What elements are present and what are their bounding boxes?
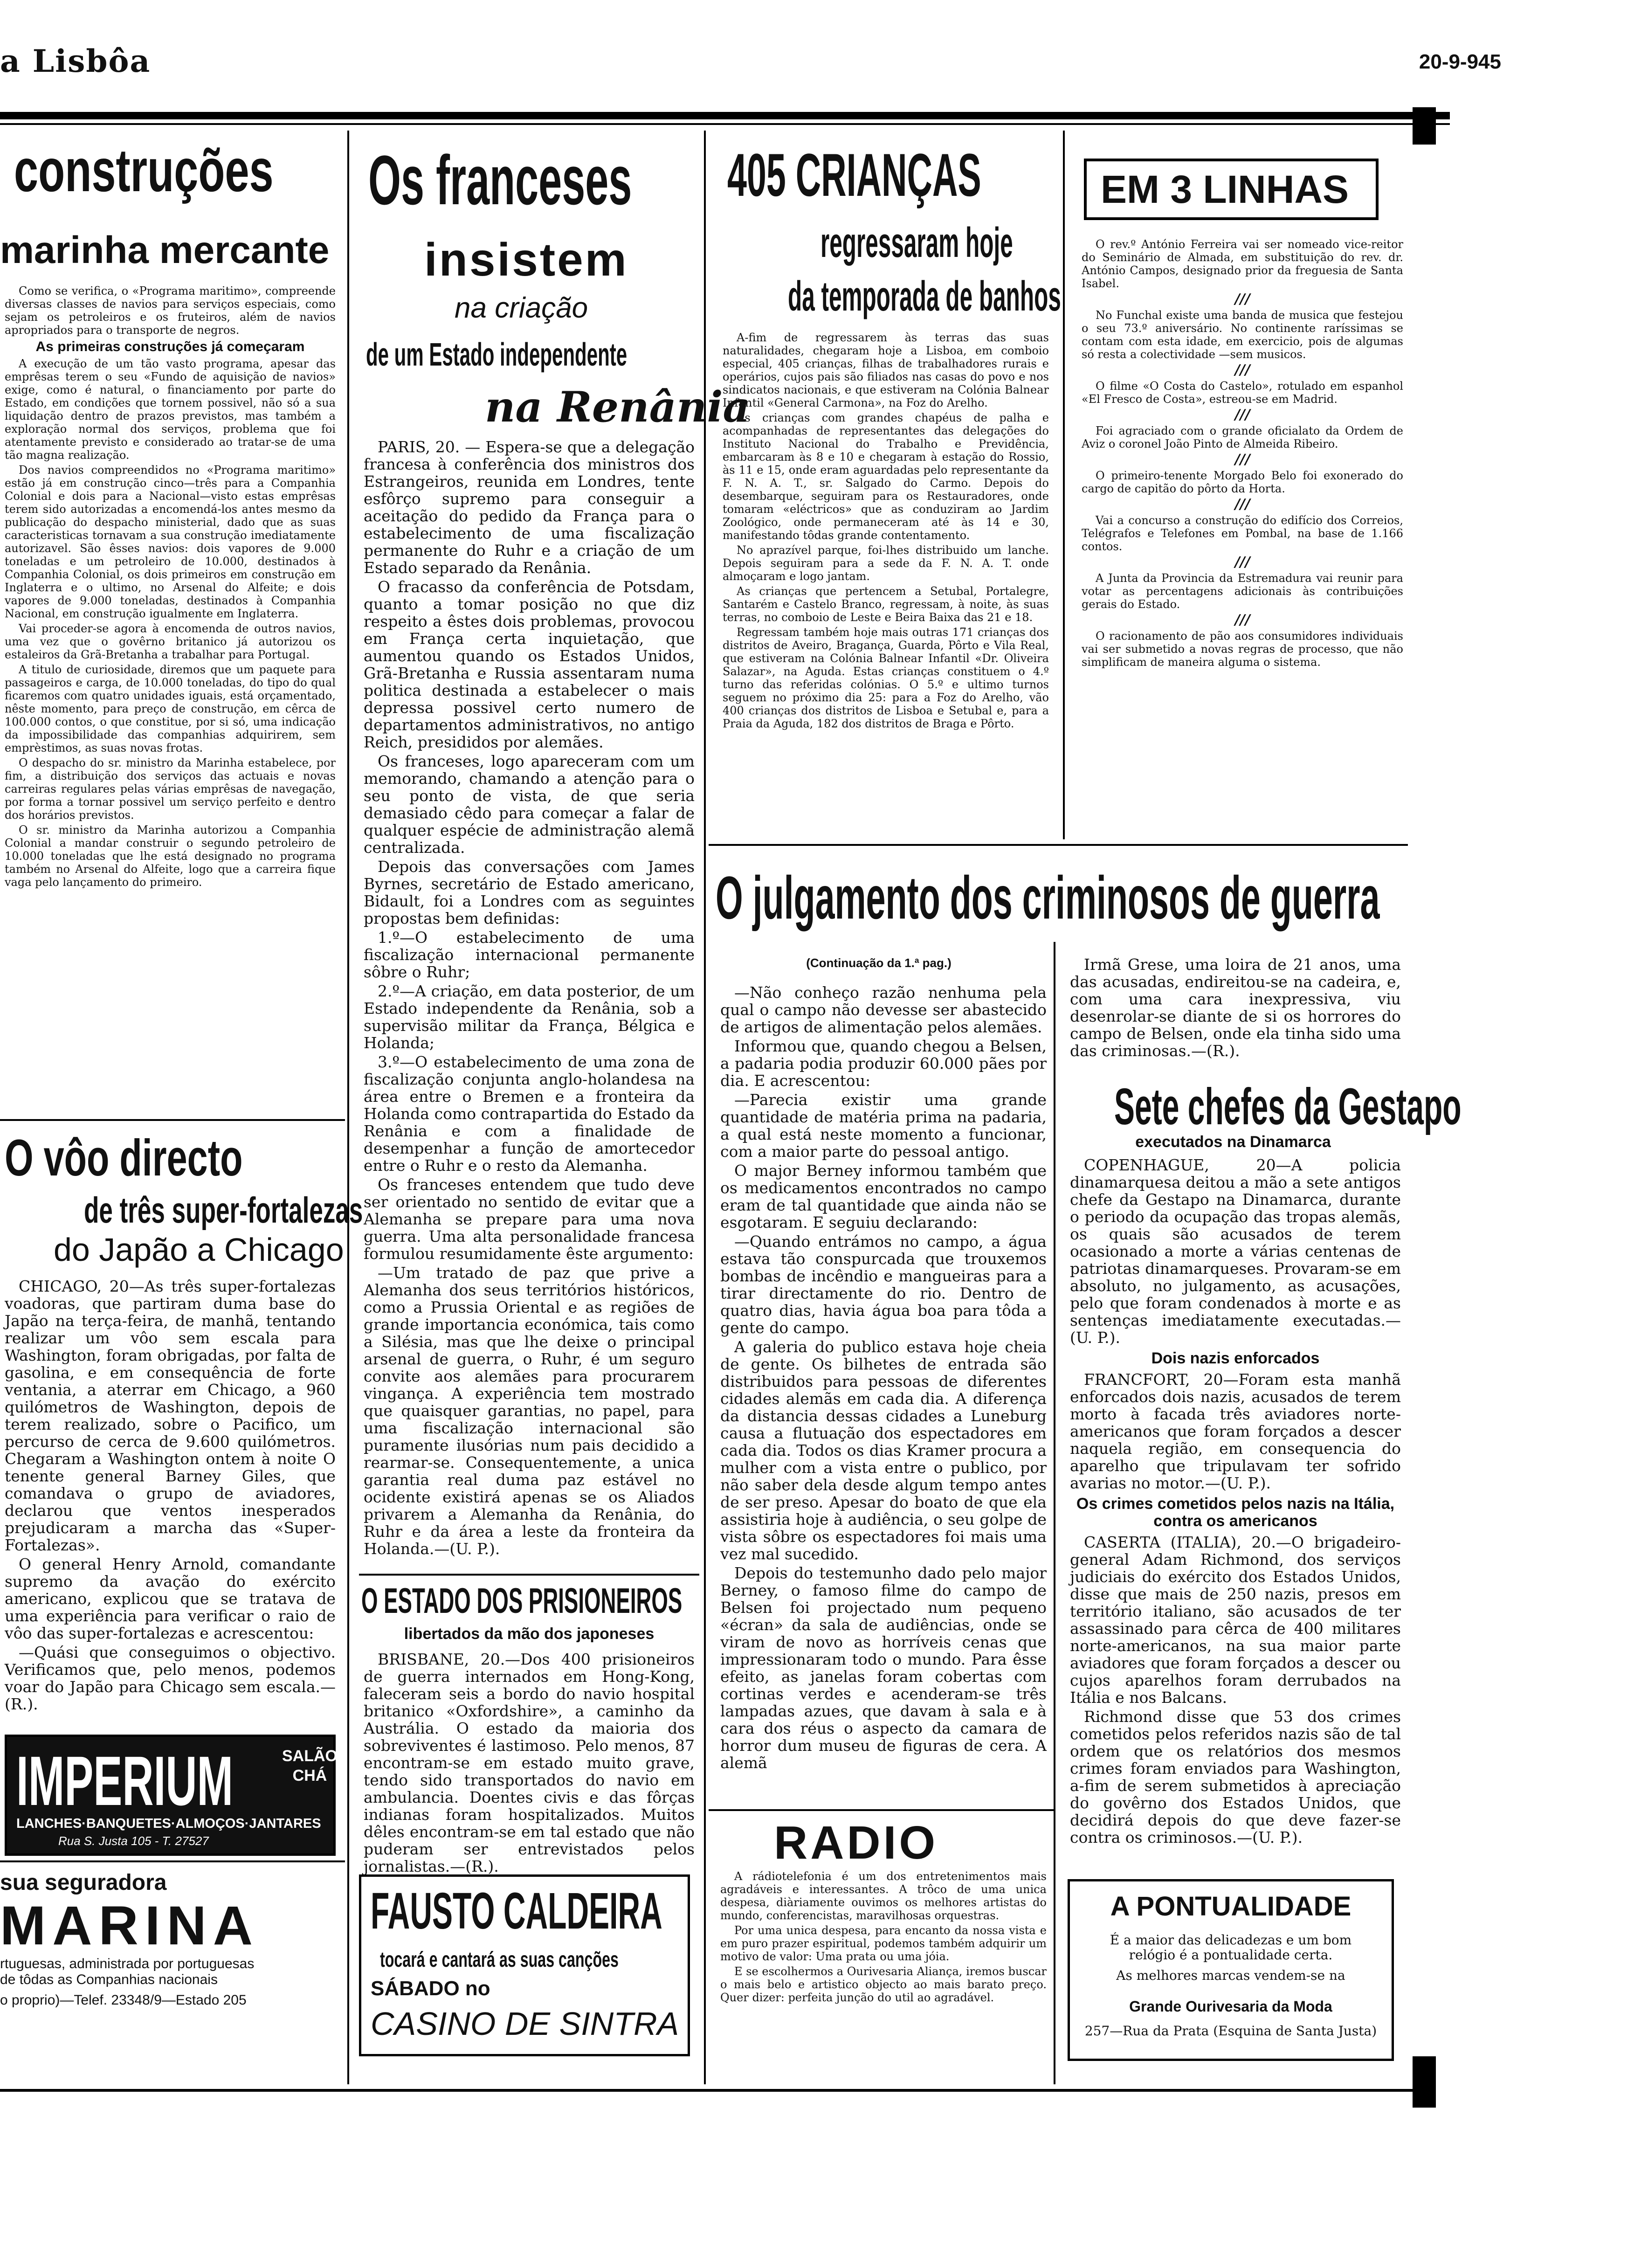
paragraph: E se escolhermos a Ourivesaria Aliança, iremos buscar o mais belo e artistico objecto ao mais barato preço. Quer dizer: perfeita junção do util ao agradável. xyxy=(720,1965,1047,2004)
margin-marker-bottom xyxy=(1413,2056,1436,2108)
paragraph: —Um tratado de paz que prive a Alemanha dos seus territórios históricos, como a Prussia Oriental e as regiões de grande importancia económica, tais como a Silésia, mas que lhe deixe o principal arsenal de guerra, o Ruhr, é um seguro convite aos alemães para procurarem vingança. A experiência tem mostrado que quaisquer garantias, no papel, para uma fiscalização internacional são puramente ilusórias num pais decidido a rearmar-se. Consequentemente, a unica garantia real duma paz estável no ocidente existirá apenas se os Aliados privarem a Alemanha da Renânia, do Ruhr e da área a leste da fronteira da Holanda.—(U. P.). xyxy=(364,1264,695,1558)
paragraph: Dos navios compreendidos no «Programa maritimo» estão já em construção cinco—três para a Companhia Colonial e dois para a Nacional—visto estas emprêsas terem sido autorizadas a encomendá-los antes mesmo da publicação do despacho ministerial, dado que as suas caracteristicas tornavam a sua construção imediatamente autorizavel. São êsses navios: dois vapores de 9.000 toneladas e um petroleiro de 10.000, destinados à Companhia Colonial, os dois primeiros em construção em Inglaterra e o ultimo, no Arsenal do Alfeite; e dois vapores de 9.000 toneladas, destinados à Companhia Nacional, em construção igualmente em Inglaterra. xyxy=(5,463,336,620)
paragraph: Depois das conversações com James Byrnes, secretário de Estado americano, Bidault, foi a Londres com as seguintes propostas bem definidas: xyxy=(364,857,695,927)
fausto-line3: CASINO DE SINTRA xyxy=(371,2005,679,2042)
pontualidade-store: Grande Ourivesaria da Moda xyxy=(1129,1998,1332,2015)
brief-item: Foi agraciado com o grande oficialato da Ordem de Aviz o coronel João Pinto de Almeida Ribeiro. xyxy=(1082,424,1403,450)
cha-label: CHÁ xyxy=(292,1767,327,1784)
section-rule xyxy=(359,1574,699,1576)
headline-em-3-linhas: EM 3 LINHAS xyxy=(1101,167,1349,211)
masthead-left: a Lisbôa xyxy=(0,43,151,79)
marina-line2: de tôdas as Companhias nacionais xyxy=(0,1972,218,1987)
marina-logo: MARINA xyxy=(0,1895,259,1957)
article-gestapo xyxy=(1070,1156,1401,1848)
paragraph: A galeria do publico estava hoje cheia de gente. Os bilhetes de entrada são distribuidos para pessoas de diferentes cidades alemãs em cada dia. A diferença da distancia dessas cidades a Luneburg causa a flutuação dos espectadores em cada dia. Todos os dias Kramer procura a mulher com a vista entre o publico, por não saber dela desde algum tempo antes de ser preso. Apesar do boato de que ela assistiria hoje à audiência, o seu golpe de vista sôbre os espectadores foi mais uma vez mal sucedido. xyxy=(720,1338,1047,1563)
subhead-nazis-enforcados: Dois nazis enforcados xyxy=(1151,1349,1320,1367)
headline-julgamento: O julgamento dos criminosos de guerra xyxy=(716,864,1380,932)
paragraph: —Quási que conseguimos o objectivo. Verificamos que, pelo menos, podemos voar do Japão para Chicago sem escala.—(R.). xyxy=(5,1643,336,1713)
paragraph: —Parecia existir uma grande quantidade de matéria prima na padaria, a qual está neste momento a funcionar, com a maior parte do pessoal antigo. xyxy=(720,1091,1047,1161)
salao-label: SALÃO xyxy=(282,1747,338,1765)
column-rule xyxy=(1063,131,1065,839)
headline-voo-directo: O vôo directo xyxy=(5,1129,243,1187)
article-voo xyxy=(5,1278,336,1715)
brief-item: O primeiro-tenente Morgado Belo foi exonerado do cargo de capitão do pôrto da Horta. xyxy=(1082,469,1403,495)
paragraph: Regressam também hoje mais outras 171 crianças dos distritos de Aveiro, Bragança, Guarda, Pôrto e Vila Real, que estiveram na Colónia Balnear Infantil «Dr. Oliveira Salazar», na Aguda. Estas crianças constituem o 4.º turno das referidas colónias. O 5.º e ultimo turnos seguem no próximo dia 25: para a Foz do Arelho, vão 400 crianças dos distritos de Lisboa e Setubal e, para a Praia da Aguda, 182 dos distritos de Braga e Pôrto. xyxy=(723,626,1049,730)
paragraph: A titulo de curiosidade, diremos que um paquete para passageiros e carga, de 10.000 toneladas, do tipo do qual ficaremos com quatro unidades iguais, está orçamentado, nêste momento, para preço de construção, em cêrca de 100.000 contos, o que constitue, por si só, uma indicação da impossibilidade das companhias adquirirem, sem emprèstimos, as suas novas frotas. xyxy=(5,663,336,754)
subhead-gestapo: executados na Dinamarca xyxy=(1135,1133,1331,1151)
fausto-line1: tocará e cantará as suas canções xyxy=(380,1947,619,1971)
paragraph: —Não conheço razão nenhuma pela qual o campo não devesse ser abastecido de artigos de alimentação pelos alemães. xyxy=(720,983,1047,1036)
paragraph: COPENHAGUE, 20—A policia dinamarquesa deitou a mão a sete antigos chefe da Gestapo na Dinamarca, durante o periodo da ocupação das tropas alemãs, os quais são acusados de terem ocasionado a morte a várias centenas de patriotas dinamarqueses. Provaram-se em absoluto, no julgamento, as acusações, pelo que foram condenados à morte e as sentenças imediatamente executadas.—(U. P.). xyxy=(1070,1156,1401,1347)
separator-mark: /// xyxy=(1234,362,1250,378)
imperium-salao-cha xyxy=(282,1746,338,1785)
page-date: 20-9-945 xyxy=(1419,50,1501,73)
separator-mark: /// xyxy=(1234,291,1250,307)
top-rule xyxy=(0,112,1450,119)
headline-os-franceses: Os franceses xyxy=(368,141,632,219)
em-3-linhas-box xyxy=(1084,159,1379,220)
pontualidade-headline: A PONTUALIDADE xyxy=(1110,1891,1351,1922)
headline-insistem: insistem xyxy=(424,234,628,286)
headline-radio: RADIO xyxy=(774,1817,938,1869)
paragraph: —Quando entrámos no campo, a água estava tão conspurcada que trouxemos bombas de incêndio e mangueiras para a tirar directamente do rio. Dentro de quatro dias, havia água boa para tôda a gente do campo. xyxy=(720,1232,1047,1337)
subhead-japao-chicago: do Japão a Chicago xyxy=(54,1231,344,1268)
article-criancas xyxy=(723,331,1049,732)
separator-mark: /// xyxy=(1234,612,1250,628)
paragraph: O general Henry Arnold, comandante supremo da avação do exército americano, explicou que se tratava de uma experiência para verificar o raio de vôo das super-fortalezas e acrescentou: xyxy=(5,1555,336,1642)
brief-item: No Funchal existe uma banda de musica que festejou o seu 73.º aniversário. No continente raríssimas se contam com esta idade, em exercicio, pois de algumas só resta a colectividade —sem musicos. xyxy=(1082,309,1403,361)
paragraph: O fracasso da conferência de Potsdam, quanto a tomar posição no que diz respeito a êstes dois problemas, provocou em França certa inquietação, que aumentou quando os Estados Unidos, Grã-Bretanha e Russia assentaram numa politica destinada a estabelecer o mais depressa possivel certo numero de departamentos administrativos, no antigo Reich, presididos por alemães. xyxy=(364,578,695,751)
bottom-rule xyxy=(0,2089,1417,2092)
headline-construcoes: construções xyxy=(14,136,274,204)
paragraph: 3.º—O estabelecimento de uma zona de fiscalização conjunta anglo-holandesa na área entre o Bremen e a fronteira da Holanda como contrapartida do Estado da Renânia e com a finalidade de desempenhar a função de amortecedor entre o Ruhr e o resto da Alemanha. xyxy=(364,1053,695,1175)
brief-item: A Junta da Provincia da Estremadura vai reunir para votar as percentagens adicionais às contribuições gerais do Estado. xyxy=(1082,572,1403,611)
headline-marinha-mercante: marinha mercante xyxy=(0,229,330,271)
headline-na-renania: na Renânia xyxy=(485,382,750,432)
article-radio xyxy=(720,1870,1047,2006)
paragraph: A-fim de regressarem às terras das suas naturalidades, chegaram hoje a Lisboa, em comboio especial, 405 crianças, filhas de trabalhadores rurais e operários, cujos pais são filiados nas casas do povo e nos sindicatos nacionais, e que estiveram na Colónia Balnear Infantil «General Carmona», na Foz do Arelho. xyxy=(723,331,1049,409)
pontualidade-address: 257—Rua da Prata (Esquina de Santa Justa) xyxy=(1084,2023,1377,2039)
pontualidade-ad xyxy=(1068,1879,1394,2061)
imperium-ad xyxy=(5,1735,336,1856)
headline-405-criancas: 405 CRIANÇAS xyxy=(727,141,981,209)
subhead-super-fortalezas: de três super-fortalezas xyxy=(84,1189,363,1231)
subhead: As primeiras construções já começaram xyxy=(35,339,305,354)
fausto-line2: SÁBADO no xyxy=(371,1977,490,2000)
paragraph: O despacho do sr. ministro da Marinha estabelece, por fim, a distribuição dos serviços das actuais e novas carreiras regulares pelas várias emprêsas de navegação, por forma a tornar possivel um serviço perfeito e dentro dos horários previstos. xyxy=(5,756,336,822)
headline-na-criacao: na criação xyxy=(455,292,588,324)
paragraph: FRANCFORT, 20—Foram esta manhã enforcados dois nazis, acusados de terem morto à facada três aviadores norte-americanos que foram forçados a descer naquela região, em consequencia do aparelho que tripulavam ter sofrido avarias no motor.—(U. P.). xyxy=(1070,1370,1401,1492)
paragraph: PARIS, 20. — Espera-se que a delegação francesa à conferência dos ministros dos Estrangeiros, reunida em Londres, tente esfôrço supremo para conseguir a aceitação do pedido da França para o estabelecimento de uma fiscalização permanente do Ruhr e a criação de um Estado separado da Renânia. xyxy=(364,438,695,577)
paragraph: As crianças que pertencem a Setubal, Portalegre, Santarém e Castelo Branco, regressam, à noite, às suas terras, no comboio de Leste e Beira Baixa das 21 e 18. xyxy=(723,585,1049,624)
marina-line1: rtuguesas, administrada por portuguesas xyxy=(0,1956,255,1971)
column-rule xyxy=(347,131,349,2084)
brief-item: O filme «O Costa do Castelo», rotulado em espanhol «El Fresco de Costa», estreou-se em Madrid. xyxy=(1082,380,1403,406)
pontualidade-line1: É a maior das delicadezas e um bom relógio é a pontualidade certa. xyxy=(1110,1932,1352,1963)
separator-mark: /// xyxy=(1234,451,1250,468)
fausto-caldeira-ad xyxy=(359,1874,690,2056)
paragraph: O sr. ministro da Marinha autorizou a Companhia Colonial a mandar construir o segundo petroleiro de 10.000 toneladas que lhe está designado no programa também no Arsenal do Alfeite, logo que a carreira fique vaga pelo lançamento do primeiro. xyxy=(5,823,336,889)
article-franceses xyxy=(364,438,695,1559)
brief-item: O racionamento de pão aos consumidores individuais vai ser submetido a novas regras de processo, que não simplificam de maneira alguma o sistema. xyxy=(1082,629,1403,669)
em-3-linhas-list xyxy=(1082,238,1403,671)
continuation-note: (Continuação da 1.ª pag.) xyxy=(806,956,952,970)
brief-item: O rev.º António Ferreira vai ser nomeado vice-reitor do Seminário de Almada, em substituição do rev. dr. António Campos, designado prior da freguesia de Santa Isabel. xyxy=(1082,238,1403,290)
subhead-regressaram: regressaram hoje xyxy=(820,220,1013,266)
article-construcoes xyxy=(5,284,336,891)
article-julgamento-a xyxy=(720,984,1047,1773)
paragraph: As crianças com grandes chapéus de palha e acompanhadas de representantes das delegações do Instituto Nacional do Trabalho e Previdência, embarcaram às 8 e 10 e chegaram à estação do Rossio, às 11 e 15, onde eram aguardadas pelo representante da F. N. A. T., sr. Salgado do Carmo. Depois do desembarque, seguiram para os Restauradores, onde tomaram «eléctricos» que as conduziram ao Jardim Zoológico, onde permaneceram até às 14 e 30, manifestando tôdas grande contentamento. xyxy=(723,411,1049,542)
margin-marker-top xyxy=(1413,107,1436,145)
column-rule xyxy=(1054,942,1055,2084)
subhead-crimes-italia: Os crimes cometidos pelos nazis na Itália, contra os americanos xyxy=(1076,1495,1395,1530)
paragraph: No aprazível parque, foi-lhes distribuido um lanche. Depois seguiram para a sede da F. N. A. T. onde almoçaram e logo jantam. xyxy=(723,544,1049,583)
marina-ad xyxy=(0,1870,345,2008)
imperium-logo: IMPERIUM xyxy=(16,1742,233,1820)
section-rule xyxy=(709,844,1408,846)
fausto-name: FAUSTO CALDEIRA xyxy=(371,1882,662,1940)
paragraph: Irmã Grese, uma loira de 21 anos, uma das acusadas, endireitou-se na cadeira, e, com uma cara inexpressiva, viu desenrolar-se diante de si os horrores do campo de Belsen, onde ela tinha sido uma das criminosas.—(R.). xyxy=(1070,955,1401,1060)
headline-estado-independente: de um Estado independente xyxy=(366,336,627,373)
section-rule xyxy=(0,1119,345,1121)
pontualidade-line2: As melhores marcas vendem-se na xyxy=(1116,1968,1345,1983)
paragraph: O major Berney informou também que os medicamentos encontrados no campo eram de tal quantidade que ainda não se esgotaram. E seguiu declarando: xyxy=(720,1162,1047,1231)
subhead-temporada: da temporada de banhos xyxy=(788,273,1061,320)
marina-tagline: sua seguradora xyxy=(0,1870,167,1895)
section-rule xyxy=(0,1860,345,1862)
separator-mark: /// xyxy=(1234,407,1250,423)
article-julgamento-b xyxy=(1070,956,1401,1061)
paragraph: CASERTA (ITALIA), 20.—O brigadeiro-general Adam Richmond, dos serviços judiciais do exército dos Estados Unidos, disse que mais de 250 nazis, presos em território italiano, são acusados de ter assassinado para cêrca de 400 militares norte-americanos, na sua maior parte aviadores que foram forçados a descer ou cujos aparelhos foram derrubados na Itália e nos Balcans. xyxy=(1070,1533,1401,1707)
top-rule-thin xyxy=(0,123,1450,125)
headline-gestapo: Sete chefes da Gestapo xyxy=(1114,1078,1462,1135)
paragraph: Vai proceder-se agora à encomenda de outros navios, uma vez que o govêrno britanico já autorizou os estaleiros da Grã-Bretanha a trabalhar para Portugal. xyxy=(5,622,336,661)
paragraph: Richmond disse que 53 dos crimes cometidos pelos referidos nazis são de tal ordem que os relatórios dos mesmos crimes foram enviados para Washington, a-fim de serem submetidos à apreciação do govêrno dos Estados Unidos, que decidirá depois do que deve fazer-se contra os criminosos.—(U. P.). xyxy=(1070,1708,1401,1846)
marina-line3: o proprio)—Telef. 23348/9—Estado 205 xyxy=(0,1992,247,2008)
paragraph: CHICAGO, 20—As três super-fortalezas voadoras, que partiram duma base do Japão na terça-feira, de manhã, tentando realizar um vôo sem escala para Washington, foram obrigadas, por falta de gasolina, e em consequência de forte ventania, a aterrar em Chicago, a 960 quilómetros de Washington, depois de terem realizado, sobre o Pacifico, um percurso de cerca de 9.600 quilómetros. Chegaram a Washington ontem à noite O tenente general Barney Giles, que comandava o grupo de aviadores, declarou que ventos inesperados prejudicaram a marcha das «Super-Fortalezas». xyxy=(5,1277,336,1554)
separator-mark: /// xyxy=(1234,496,1250,512)
section-rule xyxy=(709,1809,1054,1811)
subhead-prisioneiros: libertados da mão dos japoneses xyxy=(404,1625,655,1643)
paragraph: A execução de um tão vasto programa, apesar das emprêsas terem o seu «Fundo de aquisição de navios» exige, como é natural, o financiamento por parte do Estado, em condições que tornem possivel, não só a sua liquidação dentro de prazos previstos, mas também a exploração normal dos serviços, problema que foi atentamente previsto e considerado ao tratar-se de uma tão magna realização. xyxy=(5,357,336,462)
paragraph: Depois do testemunho dado pelo major Berney, o famoso filme do campo de Belsen foi projectado num pequeno «écran» da sala de audiências, onde se viram de novo as horríveis cenas que impressionaram todo o mundo. Para êsse efeito, as janelas foram cobertas com cortinas verdes e acenderam-se três lampadas azues, que davam à sala e à cara dos réus o aspecto da camara de horror dum museu de figuras de cera. A alemã xyxy=(720,1564,1047,1772)
imperium-services: LANCHES·BANQUETES·ALMOÇOS·JANTARES xyxy=(16,1816,321,1831)
paragraph: BRISBANE, 20.—Dos 400 prisioneiros de guerra internados em Hong-Kong, faleceram seis a bordo do navio hospital britanico «Oxfordshire», a caminho da Austrália. O estado da maioria dos sobreviventes é lastimoso. Pelo menos, 87 encontram-se em estado muito grave, tendo sido transportados do navio em ambulancia. Doentes civis e das fôrças indianas foram hospitalizados. Muitos dêles encontram-se em tal estado que não puderam ser entrevistados pelos jornalistas.—(R.). xyxy=(364,1650,695,1875)
paragraph: Por uma unica despesa, para encanto da nossa vista e em puro prazer espiritual, podemos também adquirir um motivo de valor: Uma prata ou uma jóia. xyxy=(720,1924,1047,1963)
paragraph: Informou que, quando chegou a Belsen, a padaria podia produzir 60.000 pães por dia. E acrescentou: xyxy=(720,1037,1047,1090)
paragraph: Os franceses entendem que tudo deve ser orientado no sentido de evitar que a Alemanha se prepare para uma nova guerra. Uma alta personalidade francesa formulou resumidamente êste argumento: xyxy=(364,1175,695,1263)
paragraph: Os franceses, logo apareceram com um memorando, chamando a atenção para o seu ponto de vista, de que seria demasiado cêdo para começar a falar de qualquer espécie de administração alemã centralizada. xyxy=(364,752,695,857)
paragraph: 1.º—O estabelecimento de uma fiscalização internacional permanente sôbre o Ruhr; xyxy=(364,928,695,981)
imperium-address: Rua S. Justa 105 - T. 27527 xyxy=(58,1834,209,1848)
brief-item: Vai a concurso a construção do edifício dos Correios, Telégrafos e Telefones em Pombal, na base de 1.166 contos. xyxy=(1082,514,1403,553)
paragraph: 2.º—A criação, em data posterior, de um Estado independente da Renânia, sob a supervisão militar da França, Bélgica e Holanda; xyxy=(364,982,695,1052)
article-prisioneiros xyxy=(364,1651,695,1877)
separator-mark: /// xyxy=(1234,554,1250,570)
paragraph: Como se verifica, o «Programa maritimo», compreende diversas classes de navios para serviços especiais, como sejam os petroleiros e os fruteiros, além de navios apropriados para o transporte de negros. xyxy=(5,284,336,337)
paragraph: A rádiotelefonia é um dos entretenimentos mais agradáveis e interessantes. A trôco de uma unica despesa, diàriamente ouvimos os melhores artistas do mundo, conferencistas, maravilhosas orquestras. xyxy=(720,1870,1047,1922)
headline-estado-prisioneiros: O ESTADO DOS PRISIONEIROS xyxy=(361,1581,683,1621)
